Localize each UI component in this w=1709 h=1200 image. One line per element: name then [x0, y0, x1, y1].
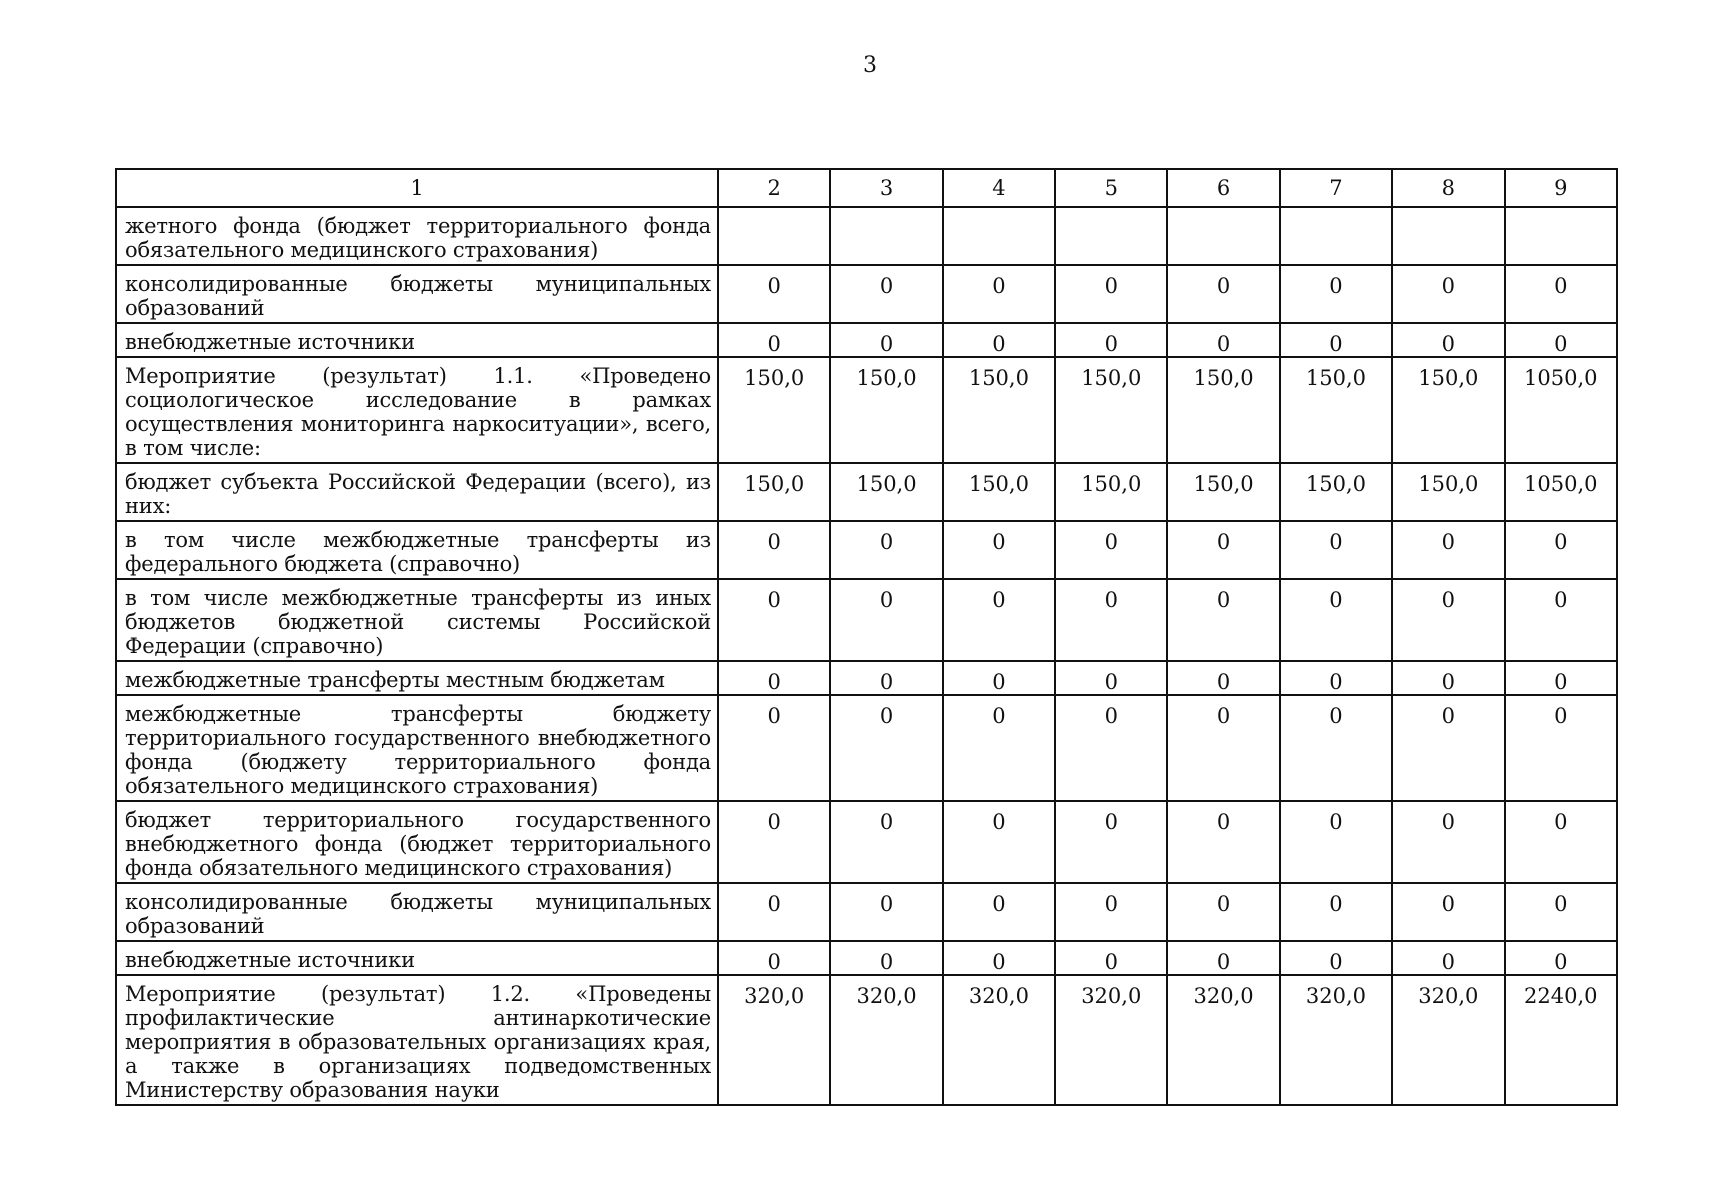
table-row	[116, 357, 1617, 463]
value-cell: 150,0	[1167, 357, 1279, 463]
value-cell: 0	[1392, 941, 1504, 975]
value-cell: 0	[943, 579, 1055, 661]
value-cell: 0	[1055, 579, 1167, 661]
value-cell: 0	[943, 941, 1055, 975]
value-cell: 0	[1167, 579, 1279, 661]
value-cell: 0	[1280, 579, 1392, 661]
value-cell: 0	[1167, 801, 1279, 883]
column-header: 2	[718, 169, 830, 207]
value-cell: 0	[830, 579, 942, 661]
value-cell: 320,0	[1167, 975, 1279, 1105]
value-cell: 0	[1505, 661, 1617, 695]
row-label: консолидированные бюджеты муниципальных образований	[116, 883, 718, 941]
table-row	[116, 265, 1617, 323]
value-cell	[1392, 207, 1504, 265]
value-cell: 0	[1167, 521, 1279, 579]
column-header: 5	[1055, 169, 1167, 207]
value-cell: 0	[830, 265, 942, 323]
column-header: 8	[1392, 169, 1504, 207]
value-cell: 1050,0	[1505, 463, 1617, 521]
row-label: внебюджетные источники	[116, 941, 718, 975]
value-cell: 0	[718, 521, 830, 579]
value-cell: 150,0	[1392, 463, 1504, 521]
value-cell: 320,0	[1392, 975, 1504, 1105]
value-cell: 0	[1280, 941, 1392, 975]
value-cell: 0	[1392, 661, 1504, 695]
value-cell: 150,0	[1167, 463, 1279, 521]
value-cell: 0	[1392, 579, 1504, 661]
row-label: Мероприятие (результат) 1.1. «Проведено социологическое исследование в рамках осуществления мониторинга наркоситуации», всего, в том числе:	[116, 357, 718, 463]
value-cell: 0	[943, 801, 1055, 883]
value-cell: 0	[1392, 883, 1504, 941]
value-cell: 150,0	[718, 463, 830, 521]
value-cell: 150,0	[1055, 463, 1167, 521]
value-cell: 0	[1505, 521, 1617, 579]
value-cell: 0	[1392, 323, 1504, 357]
value-cell: 0	[943, 883, 1055, 941]
value-cell: 150,0	[718, 357, 830, 463]
value-cell: 0	[1392, 521, 1504, 579]
column-header: 4	[943, 169, 1055, 207]
table-header-row	[116, 169, 1617, 207]
value-cell: 0	[830, 941, 942, 975]
column-header: 1	[116, 169, 718, 207]
value-cell: 0	[1505, 801, 1617, 883]
value-cell	[1167, 207, 1279, 265]
value-cell: 0	[1505, 695, 1617, 801]
value-cell: 320,0	[830, 975, 942, 1105]
table-row	[116, 695, 1617, 801]
value-cell: 0	[718, 883, 830, 941]
value-cell: 150,0	[1055, 357, 1167, 463]
table-row	[116, 941, 1617, 975]
value-cell: 150,0	[943, 357, 1055, 463]
table-row	[116, 801, 1617, 883]
value-cell: 2240,0	[1505, 975, 1617, 1105]
value-cell: 0	[1392, 801, 1504, 883]
value-cell: 320,0	[943, 975, 1055, 1105]
value-cell: 0	[1167, 695, 1279, 801]
value-cell: 0	[1167, 323, 1279, 357]
value-cell: 0	[1505, 941, 1617, 975]
value-cell: 0	[718, 801, 830, 883]
table-row	[116, 323, 1617, 357]
table-row	[116, 661, 1617, 695]
row-label: бюджет территориального государственного внебюджетного фонда (бюджет территориального фонда обязательного медицинского страхования)	[116, 801, 718, 883]
value-cell	[943, 207, 1055, 265]
budget-table-container	[115, 168, 1618, 1106]
value-cell: 320,0	[1055, 975, 1167, 1105]
value-cell: 0	[943, 265, 1055, 323]
value-cell: 0	[718, 941, 830, 975]
value-cell: 320,0	[718, 975, 830, 1105]
value-cell: 0	[1167, 265, 1279, 323]
value-cell: 150,0	[943, 463, 1055, 521]
value-cell: 0	[1505, 883, 1617, 941]
budget-table	[115, 168, 1618, 1106]
value-cell: 0	[943, 323, 1055, 357]
value-cell: 0	[1055, 265, 1167, 323]
value-cell: 0	[1055, 941, 1167, 975]
value-cell: 0	[943, 661, 1055, 695]
value-cell: 0	[1280, 265, 1392, 323]
value-cell: 0	[1055, 323, 1167, 357]
value-cell: 0	[1280, 323, 1392, 357]
row-label: бюджет субъекта Российской Федерации (всего), из них:	[116, 463, 718, 521]
value-cell: 0	[830, 801, 942, 883]
value-cell: 0	[1055, 521, 1167, 579]
value-cell: 150,0	[830, 357, 942, 463]
value-cell: 0	[1055, 883, 1167, 941]
value-cell: 0	[830, 661, 942, 695]
value-cell: 0	[1280, 801, 1392, 883]
value-cell: 0	[1055, 695, 1167, 801]
page-number: 3	[863, 53, 877, 78]
value-cell: 0	[943, 695, 1055, 801]
value-cell: 0	[830, 695, 942, 801]
value-cell: 150,0	[1280, 463, 1392, 521]
value-cell: 0	[718, 265, 830, 323]
row-label: межбюджетные трансферты местным бюджетам	[116, 661, 718, 695]
value-cell: 0	[830, 521, 942, 579]
value-cell: 150,0	[1280, 357, 1392, 463]
value-cell: 0	[1280, 661, 1392, 695]
table-row	[116, 463, 1617, 521]
value-cell: 0	[1505, 579, 1617, 661]
column-header: 9	[1505, 169, 1617, 207]
value-cell: 0	[1280, 521, 1392, 579]
row-label: жетного фонда (бюджет территориального фонда обязательного медицинского страхования)	[116, 207, 718, 265]
value-cell: 0	[1280, 883, 1392, 941]
value-cell	[1505, 207, 1617, 265]
column-header: 3	[830, 169, 942, 207]
value-cell: 0	[1280, 695, 1392, 801]
column-header: 6	[1167, 169, 1279, 207]
value-cell	[1055, 207, 1167, 265]
value-cell: 0	[1055, 801, 1167, 883]
table-row	[116, 521, 1617, 579]
value-cell: 150,0	[1392, 357, 1504, 463]
row-label: внебюджетные источники	[116, 323, 718, 357]
column-header: 7	[1280, 169, 1392, 207]
value-cell: 0	[1167, 941, 1279, 975]
value-cell	[1280, 207, 1392, 265]
table-row	[116, 207, 1617, 265]
value-cell: 0	[718, 579, 830, 661]
value-cell: 0	[1505, 265, 1617, 323]
value-cell: 0	[1055, 661, 1167, 695]
value-cell: 0	[718, 661, 830, 695]
row-label: в том числе межбюджетные трансферты из иных бюджетов бюджетной системы Российской Федерации (справочно)	[116, 579, 718, 661]
value-cell: 0	[718, 695, 830, 801]
value-cell: 320,0	[1280, 975, 1392, 1105]
value-cell	[718, 207, 830, 265]
value-cell: 0	[1392, 265, 1504, 323]
value-cell: 0	[718, 323, 830, 357]
value-cell	[830, 207, 942, 265]
value-cell: 0	[1505, 323, 1617, 357]
table-row	[116, 975, 1617, 1105]
row-label: Мероприятие (результат) 1.2. «Проведены профилактические антинаркотические мероприятия в образовательных организациях края, а также в организациях подведомственных Министерству образования науки	[116, 975, 718, 1105]
value-cell: 0	[943, 521, 1055, 579]
value-cell: 0	[830, 883, 942, 941]
value-cell: 0	[830, 323, 942, 357]
value-cell: 0	[1167, 883, 1279, 941]
value-cell: 150,0	[830, 463, 942, 521]
table-row	[116, 883, 1617, 941]
row-label: межбюджетные трансферты бюджету территориального государственного внебюджетного фонда (бюджету территориального фонда обязательного медицинского страхования)	[116, 695, 718, 801]
value-cell: 1050,0	[1505, 357, 1617, 463]
table-row	[116, 579, 1617, 661]
value-cell: 0	[1392, 695, 1504, 801]
table-body	[116, 207, 1617, 1105]
row-label: в том числе межбюджетные трансферты из федерального бюджета (справочно)	[116, 521, 718, 579]
value-cell: 0	[1167, 661, 1279, 695]
row-label: консолидированные бюджеты муниципальных образований	[116, 265, 718, 323]
